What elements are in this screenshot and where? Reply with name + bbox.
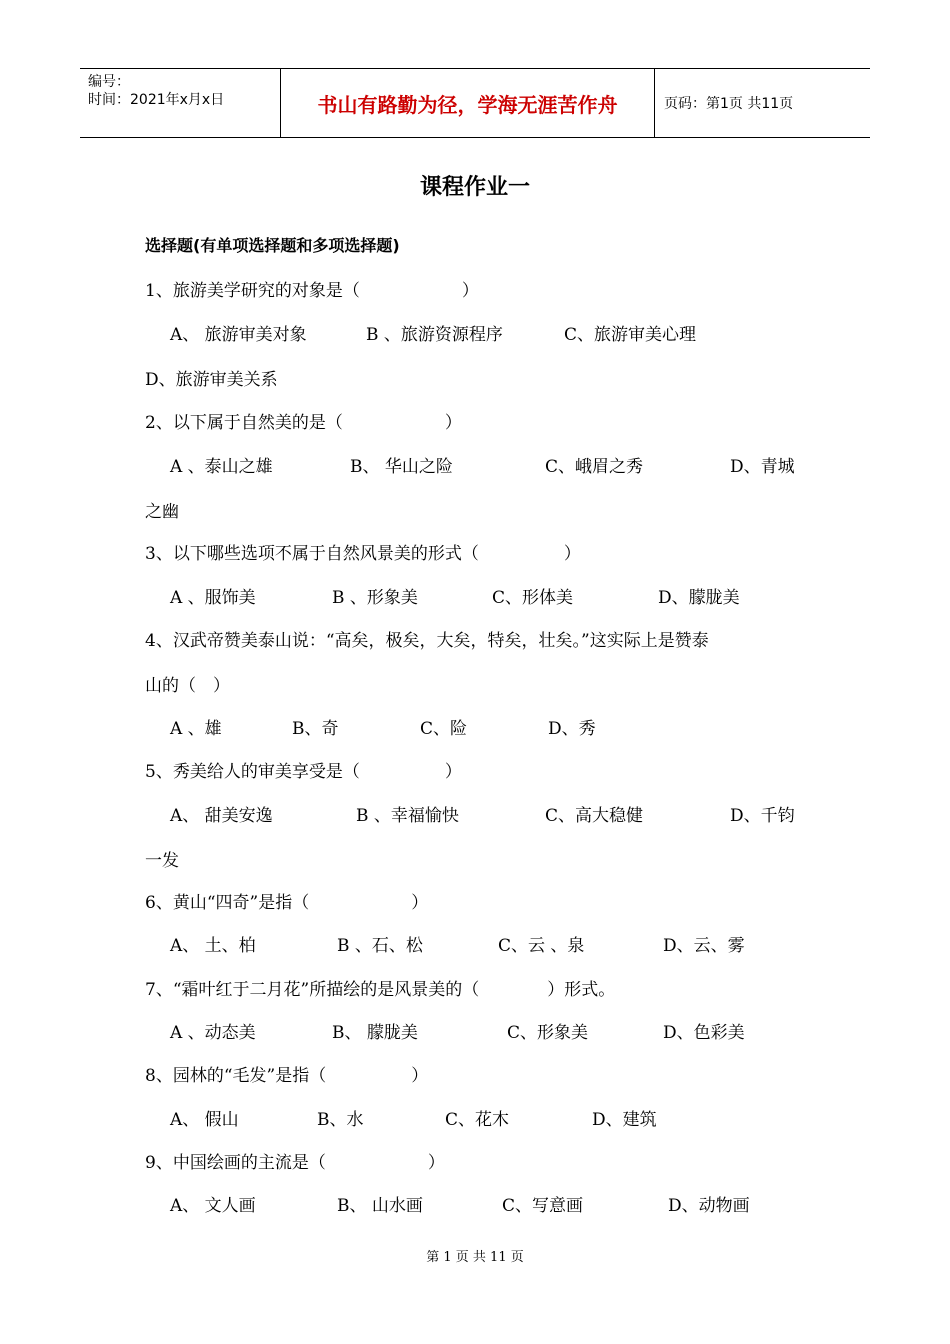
- q2-option-c: C、峨眉之秀: [545, 457, 644, 477]
- q3-option-c: C、形体美: [492, 588, 574, 608]
- q6-option-d: D、云、雾: [663, 936, 745, 956]
- q1-option-a: A、 旅游审美对象: [170, 325, 307, 345]
- document-header: [80, 68, 870, 138]
- q6-option-c: C、云 、泉: [498, 936, 585, 956]
- q5-option-c: C、高大稳健: [545, 806, 644, 826]
- q8-option-d: D、建筑: [592, 1110, 657, 1130]
- q4-option-c: C、险: [420, 719, 468, 739]
- q1-option-b: B 、旅游资源程序: [366, 325, 503, 345]
- q8-option-b: B、水: [317, 1110, 364, 1130]
- q7-option-b: B、 朦胧美: [332, 1023, 418, 1043]
- q1-option-d: D、旅游审美关系: [145, 370, 278, 390]
- q2-option-a: A 、泰山之雄: [170, 457, 273, 477]
- question-9: 9、中国绘画的主流是（ ）: [145, 1153, 445, 1173]
- q8-option-a: A、 假山: [170, 1110, 239, 1130]
- motto: 书山有路勤为径，学海无涯苦作舟: [281, 69, 655, 137]
- page-footer: 第 1 页 共 11 页: [426, 1250, 524, 1265]
- q9-option-c: C、写意画: [502, 1196, 584, 1216]
- page-title: 课程作业一: [419, 175, 530, 200]
- question-7: 7、“霜叶红于二月花”所描绘的是风景美的（ ）形式。: [145, 980, 616, 1000]
- q1-option-c: C、旅游审美心理: [564, 325, 697, 345]
- q3-option-b: B 、形象美: [332, 588, 418, 608]
- question-4-wrap: 山的（ ）: [145, 676, 230, 696]
- q5-option-b: B 、幸福愉快: [356, 806, 459, 826]
- q5-option-d-wrap: 一发: [145, 851, 179, 871]
- section-heading: 选择题(有单项选择题和多项选择题): [145, 236, 400, 255]
- q8-option-c: C、花木: [445, 1110, 510, 1130]
- q2-option-d: D、青城: [730, 457, 795, 477]
- q4-option-b: B、奇: [292, 719, 339, 739]
- q7-option-a: A 、动态美: [170, 1023, 256, 1043]
- q6-option-b: B 、石、松: [337, 936, 423, 956]
- q5-option-a: A、 甜美安逸: [170, 806, 273, 826]
- question-6: 6、黄山“四奇”是指（ ）: [145, 893, 429, 913]
- q7-option-d: D、色彩美: [663, 1023, 745, 1043]
- question-3: 3、以下哪些选项不属于自然风景美的形式（ ）: [145, 544, 581, 564]
- q7-option-c: C、形象美: [507, 1023, 589, 1043]
- header-meta-cell: [80, 69, 281, 137]
- q6-option-a: A、 土、柏: [170, 936, 256, 956]
- q5-option-d: D、千钧: [730, 806, 795, 826]
- q2-option-d-wrap: 之幽: [145, 502, 179, 522]
- q3-option-d: D、朦胧美: [658, 588, 740, 608]
- page-info: 页码：第1页 共11页: [664, 96, 794, 112]
- question-4: 4、汉武帝赞美泰山说：“高矣，极矣，大矣，特矣，壮矣。”这实际上是赞泰: [145, 631, 709, 651]
- question-5: 5、秀美给人的审美享受是（ ）: [145, 762, 462, 782]
- q4-option-a: A 、雄: [170, 719, 222, 739]
- q9-option-b: B、 山水画: [337, 1196, 423, 1216]
- q9-option-d: D、动物画: [668, 1196, 750, 1216]
- q2-option-b: B、 华山之险: [350, 457, 453, 477]
- q4-option-d: D、秀: [548, 719, 596, 739]
- question-2: 2、以下属于自然美的是（ ）: [145, 413, 462, 433]
- q9-option-a: A、 文人画: [170, 1196, 256, 1216]
- q3-option-a: A 、服饰美: [170, 588, 256, 608]
- question-8: 8、园林的“毛发”是指（ ）: [145, 1066, 429, 1086]
- question-1: 1、旅游美学研究的对象是（ ）: [145, 281, 479, 301]
- time-label: 时间：2021年x月x日: [88, 92, 225, 108]
- number-label: 编号：: [88, 74, 130, 90]
